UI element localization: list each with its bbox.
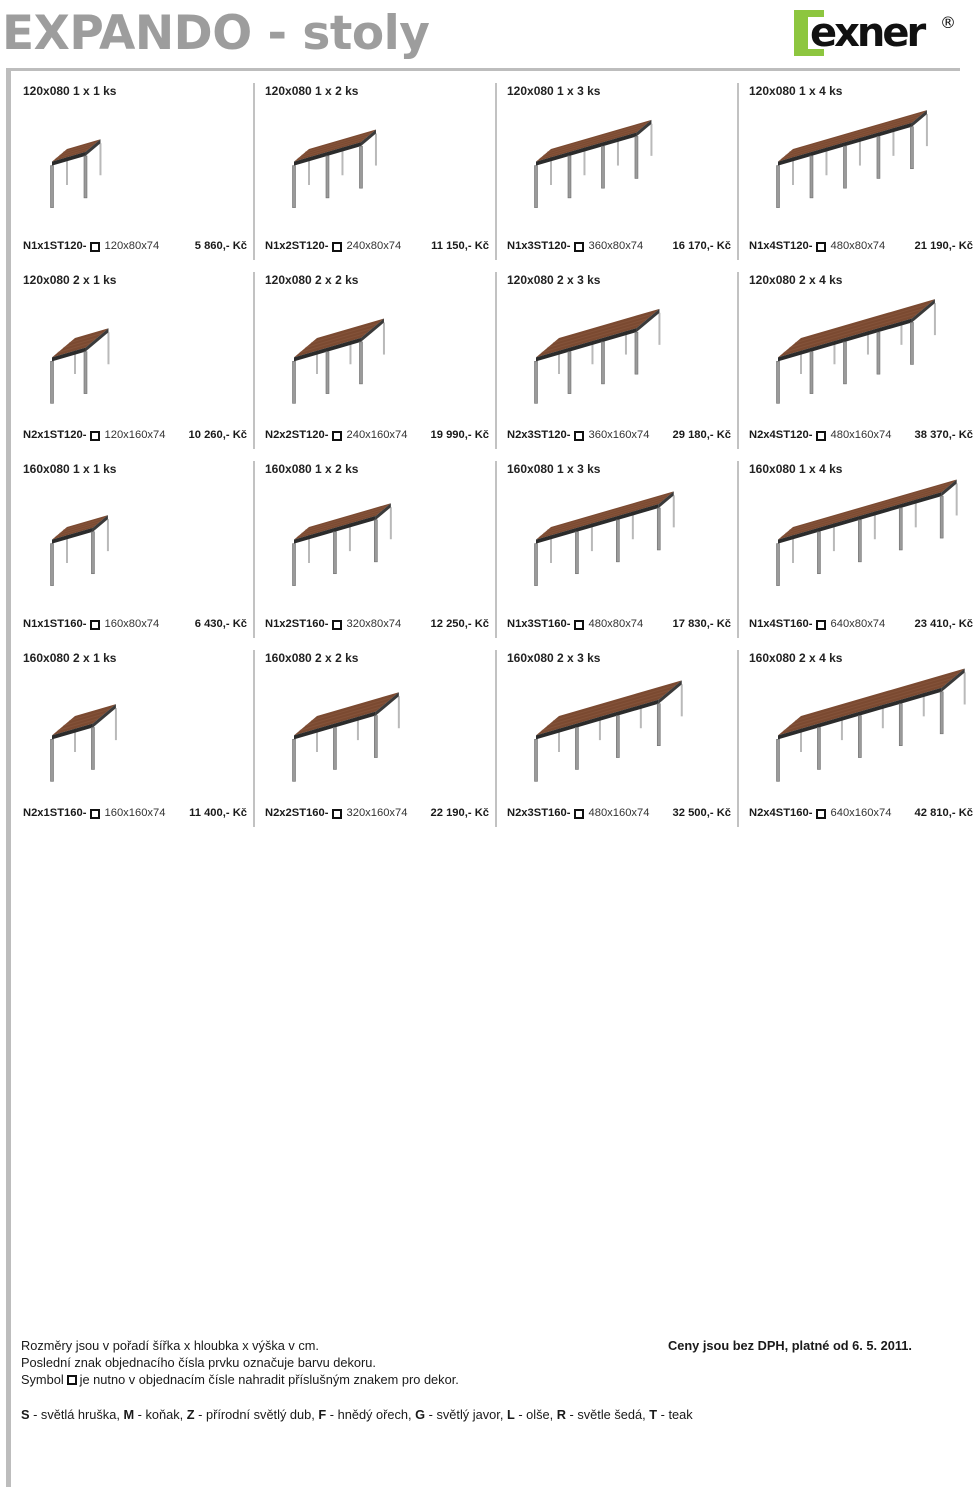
product-dimensions: 640x80x74 xyxy=(830,618,886,630)
placeholder-square-icon xyxy=(816,431,826,441)
table-front-leg xyxy=(535,739,538,781)
order-code: N1x3ST160- xyxy=(507,618,571,630)
placeholder-square-icon xyxy=(332,809,342,819)
decor-name: světlý javor xyxy=(436,1407,500,1422)
product-config-title: 160x080 1 x 3 ks xyxy=(507,462,601,476)
table-front-leg xyxy=(810,352,813,394)
product-price: 11 400,- Kč xyxy=(189,807,247,819)
decor-key: Z xyxy=(186,1407,195,1422)
product-price: 19 990,- Kč xyxy=(430,429,489,441)
table-front-leg xyxy=(568,156,571,198)
product-spec-line xyxy=(265,807,493,821)
order-code: N2x1ST160- xyxy=(23,807,87,819)
placeholder-square-icon xyxy=(90,620,100,630)
product-price: 29 180,- Kč xyxy=(672,429,731,441)
wood-grain xyxy=(786,486,950,534)
product-dimensions: 240x160x74 xyxy=(346,429,408,441)
table-front-leg xyxy=(635,136,638,178)
product-config-title: 120x080 2 x 4 ks xyxy=(749,273,843,287)
table-front-leg xyxy=(84,156,87,198)
wood-grain xyxy=(542,695,665,731)
table-front-leg xyxy=(899,704,902,746)
order-code: N2x4ST120- xyxy=(749,429,813,441)
order-code: N1x4ST120- xyxy=(749,240,813,252)
table-front-leg xyxy=(293,166,296,208)
placeholder-square-icon xyxy=(332,242,342,252)
product-config-title: 160x080 2 x 2 ks xyxy=(265,651,359,665)
table-front-leg xyxy=(910,127,913,169)
table-illustration xyxy=(777,299,935,403)
table-illustration xyxy=(51,139,101,207)
table-front-leg xyxy=(777,361,780,403)
product-image xyxy=(21,109,251,227)
product-image xyxy=(505,298,735,416)
table-illustration xyxy=(51,328,109,403)
product-cell xyxy=(253,638,495,827)
product-cell xyxy=(495,449,737,638)
product-cell xyxy=(737,71,979,260)
wood-grain xyxy=(547,123,647,152)
product-price: 42 810,- Kč xyxy=(914,807,973,819)
product-price: 32 500,- Kč xyxy=(672,807,731,819)
product-cell xyxy=(737,449,979,638)
product-image xyxy=(747,676,977,794)
footer-note-symbol xyxy=(21,1372,459,1387)
table-illustration xyxy=(535,120,652,208)
product-spec-line xyxy=(265,429,493,443)
table-front-leg xyxy=(877,332,880,374)
decor-key: M xyxy=(123,1407,135,1422)
order-code: N2x3ST120- xyxy=(507,429,571,441)
wood-grain xyxy=(795,673,959,721)
placeholder-square-icon xyxy=(67,1375,77,1385)
table-front-leg xyxy=(858,520,861,562)
wood-grain xyxy=(784,314,918,353)
cell-divider xyxy=(253,461,255,638)
table-front-leg xyxy=(843,146,846,188)
logo-registered-mark: ® xyxy=(940,13,956,32)
price-validity-note: Ceny jsou bez DPH, platné od 6. 5. 2011. xyxy=(668,1338,912,1353)
table-front-leg xyxy=(374,520,377,562)
product-price: 38 370,- Kč xyxy=(914,429,973,441)
product-image xyxy=(21,487,251,605)
page-title: EXPANDO - stoly xyxy=(2,6,430,61)
decor-key: R xyxy=(556,1407,566,1422)
product-image xyxy=(263,298,493,416)
table-front-leg xyxy=(810,156,813,198)
product-image xyxy=(263,109,493,227)
product-cell xyxy=(11,260,253,449)
product-image xyxy=(263,487,493,605)
table-front-leg xyxy=(858,716,861,758)
product-price: 22 190,- Kč xyxy=(430,807,489,819)
product-dimensions: 360x80x74 xyxy=(588,240,644,252)
product-dimensions: 360x160x74 xyxy=(588,429,650,441)
table-front-leg xyxy=(333,532,336,574)
table-front-leg xyxy=(777,739,780,781)
product-dimensions: 160x80x74 xyxy=(104,618,160,630)
table-front-leg xyxy=(575,727,578,769)
product-price: 17 830,- Kč xyxy=(672,618,731,630)
decor-name: hnědý ořech xyxy=(337,1407,409,1422)
table-front-leg xyxy=(899,508,902,550)
table-front-leg xyxy=(535,361,538,403)
table-front-leg xyxy=(940,496,943,538)
decor-legend xyxy=(21,1407,693,1422)
placeholder-square-icon xyxy=(574,431,584,441)
product-config-title: 160x080 2 x 4 ks xyxy=(749,651,843,665)
product-price: 12 250,- Kč xyxy=(430,618,489,630)
product-dimensions: 120x80x74 xyxy=(104,240,160,252)
product-spec-line xyxy=(749,429,977,443)
wood-grain xyxy=(786,116,920,155)
table-front-leg xyxy=(535,544,538,586)
table-illustration xyxy=(777,479,957,585)
product-price: 23 410,- Kč xyxy=(914,618,973,630)
product-cell xyxy=(737,638,979,827)
table-front-leg xyxy=(635,332,638,374)
table-front-leg xyxy=(657,704,660,746)
placeholder-square-icon xyxy=(816,809,826,819)
table-front-leg xyxy=(374,716,377,758)
cell-divider xyxy=(737,461,739,638)
product-spec-line xyxy=(749,618,977,632)
product-config-title: 160x080 1 x 2 ks xyxy=(265,462,359,476)
product-spec-line xyxy=(265,618,493,632)
order-code: N2x4ST160- xyxy=(749,807,813,819)
product-dimensions: 640x160x74 xyxy=(830,807,892,819)
order-code: N1x4ST160- xyxy=(749,618,813,630)
product-spec-line xyxy=(749,240,977,254)
wood-grain xyxy=(795,304,929,343)
table-illustration xyxy=(777,668,965,781)
table-front-leg xyxy=(601,146,604,188)
product-price: 16 170,- Kč xyxy=(672,240,731,252)
decor-key: L xyxy=(506,1407,515,1422)
table-front-leg xyxy=(777,166,780,208)
table-front-leg xyxy=(359,146,362,188)
order-code: N2x2ST120- xyxy=(265,429,329,441)
wood-grain xyxy=(544,498,667,534)
product-image xyxy=(505,487,735,605)
table-front-leg xyxy=(91,532,94,574)
product-price: 21 190,- Kč xyxy=(914,240,973,252)
table-illustration xyxy=(293,692,399,781)
table-front-leg xyxy=(616,520,619,562)
wood-grain xyxy=(547,495,670,531)
table-illustration xyxy=(293,130,376,208)
placeholder-square-icon xyxy=(332,620,342,630)
product-image xyxy=(21,676,251,794)
product-cell xyxy=(11,638,253,827)
product-config-title: 120x080 2 x 2 ks xyxy=(265,273,359,287)
product-price: 10 260,- Kč xyxy=(188,429,247,441)
table-front-leg xyxy=(326,156,329,198)
product-dimensions: 160x160x74 xyxy=(104,807,166,819)
decor-item: R - světle šedá, xyxy=(556,1407,650,1422)
product-cell xyxy=(495,71,737,260)
decor-item: S - světlá hruška, xyxy=(21,1407,124,1422)
footer-note-decor-code: Poslední znak objednacího čísla prvku označuje barvu dekoru. xyxy=(21,1355,376,1370)
order-code: N1x1ST160- xyxy=(23,618,87,630)
footer-note-symbol-before: Symbol xyxy=(21,1372,64,1387)
product-config-title: 120x080 1 x 2 ks xyxy=(265,84,359,98)
decor-name: olše xyxy=(526,1407,550,1422)
cell-divider xyxy=(737,272,739,449)
product-dimensions: 480x160x74 xyxy=(830,429,892,441)
decor-name: přírodní světlý dub xyxy=(205,1407,312,1422)
table-front-leg xyxy=(293,544,296,586)
placeholder-square-icon xyxy=(574,242,584,252)
table-illustration xyxy=(535,491,674,585)
product-cell xyxy=(253,449,495,638)
wood-grain xyxy=(782,120,916,159)
cell-divider xyxy=(495,272,497,449)
wood-grain xyxy=(540,501,663,537)
cell-divider xyxy=(737,83,739,260)
product-row xyxy=(11,638,973,827)
decor-item: F - hnědý ořech, xyxy=(318,1407,416,1422)
placeholder-square-icon xyxy=(574,620,584,630)
product-dimensions: 480x80x74 xyxy=(588,618,644,630)
product-spec-line xyxy=(23,240,251,254)
table-front-leg xyxy=(91,727,94,769)
product-config-title: 160x080 2 x 1 ks xyxy=(23,651,117,665)
table-front-leg xyxy=(616,716,619,758)
product-image xyxy=(505,109,735,227)
table-front-leg xyxy=(535,166,538,208)
product-row xyxy=(11,71,973,260)
table-illustration xyxy=(777,110,927,207)
decor-name: teak xyxy=(668,1407,693,1422)
product-price: 5 860,- Kč xyxy=(194,240,247,252)
table-illustration xyxy=(51,515,108,585)
product-row xyxy=(11,449,973,638)
order-code: N1x2ST120- xyxy=(265,240,329,252)
table-front-leg xyxy=(575,532,578,574)
table-front-leg xyxy=(817,727,820,769)
cell-divider xyxy=(495,461,497,638)
product-image xyxy=(747,487,977,605)
product-dimensions: 480x80x74 xyxy=(830,240,886,252)
cell-divider xyxy=(253,83,255,260)
decor-key: F xyxy=(318,1407,327,1422)
product-grid xyxy=(11,71,973,827)
wood-grain xyxy=(298,139,365,158)
wood-grain xyxy=(548,690,671,726)
product-dimensions: 480x160x74 xyxy=(588,807,650,819)
table-front-leg xyxy=(940,692,943,734)
product-config-title: 160x080 1 x 1 ks xyxy=(23,462,117,476)
footer-note-dimensions: Rozměry jsou v pořadí šířka x hloubka x výška v cm. xyxy=(21,1338,319,1353)
wood-grain xyxy=(790,309,924,348)
table-illustration xyxy=(293,319,384,404)
wood-grain xyxy=(790,678,954,726)
cell-divider xyxy=(495,83,497,260)
product-config-title: 120x080 1 x 4 ks xyxy=(749,84,843,98)
product-spec-line xyxy=(265,240,493,254)
table-front-leg xyxy=(51,166,54,208)
product-image xyxy=(263,676,493,794)
wood-grain xyxy=(540,129,640,158)
table-front-leg xyxy=(657,508,660,550)
decor-key: T xyxy=(649,1407,658,1422)
product-config-title: 160x080 1 x 4 ks xyxy=(749,462,843,476)
product-image xyxy=(747,109,977,227)
wood-grain xyxy=(298,513,380,537)
decor-key: S xyxy=(21,1407,30,1422)
product-dimensions: 320x160x74 xyxy=(346,807,408,819)
product-config-title: 120x080 2 x 3 ks xyxy=(507,273,601,287)
order-code: N2x3ST160- xyxy=(507,807,571,819)
table-front-leg xyxy=(333,727,336,769)
table-front-leg xyxy=(293,739,296,781)
wood-grain xyxy=(544,126,644,155)
table-illustration xyxy=(51,704,116,781)
decor-item: G - světlý javor, xyxy=(415,1407,507,1422)
decor-name: světle šedá xyxy=(577,1407,643,1422)
product-cell xyxy=(253,71,495,260)
product-spec-line xyxy=(507,807,735,821)
table-front-leg xyxy=(910,322,913,364)
order-code: N1x1ST120- xyxy=(23,240,87,252)
table-front-leg xyxy=(568,352,571,394)
order-code: N2x2ST160- xyxy=(265,807,329,819)
placeholder-square-icon xyxy=(90,431,100,441)
placeholder-square-icon xyxy=(816,620,826,630)
product-cell xyxy=(11,449,253,638)
table-front-leg xyxy=(877,136,880,178)
product-cell xyxy=(495,260,737,449)
table-front-leg xyxy=(777,544,780,586)
table-front-leg xyxy=(817,532,820,574)
decor-item: M - koňak, xyxy=(123,1407,187,1422)
placeholder-square-icon xyxy=(90,809,100,819)
wood-grain xyxy=(789,483,953,531)
decor-item: L - olše, xyxy=(506,1407,557,1422)
product-image xyxy=(505,676,735,794)
product-spec-line xyxy=(23,618,251,632)
table-front-leg xyxy=(293,361,296,403)
product-config-title: 120x080 2 x 1 ks xyxy=(23,273,117,287)
table-front-leg xyxy=(51,544,54,586)
table-illustration xyxy=(535,309,660,403)
table-front-leg xyxy=(51,361,54,403)
order-code: N2x1ST120- xyxy=(23,429,87,441)
wood-grain xyxy=(789,113,923,152)
wood-grain xyxy=(302,510,384,534)
decor-name: koňak xyxy=(145,1407,180,1422)
decor-key: G xyxy=(415,1407,426,1422)
product-row xyxy=(11,260,973,449)
product-spec-line xyxy=(23,429,251,443)
table-front-leg xyxy=(51,739,54,781)
table-front-leg xyxy=(326,352,329,394)
product-config-title: 120x080 1 x 3 ks xyxy=(507,84,601,98)
product-cell xyxy=(11,71,253,260)
product-config-title: 160x080 2 x 3 ks xyxy=(507,651,601,665)
product-config-title: 120x080 1 x 1 ks xyxy=(23,84,117,98)
exner-logo xyxy=(790,6,960,62)
product-spec-line xyxy=(23,807,251,821)
placeholder-square-icon xyxy=(90,242,100,252)
product-spec-line xyxy=(507,618,735,632)
product-cell xyxy=(495,638,737,827)
placeholder-square-icon xyxy=(574,809,584,819)
cell-divider xyxy=(253,650,255,827)
table-edge xyxy=(536,504,659,544)
order-code: N1x3ST120- xyxy=(507,240,571,252)
product-dimensions: 320x80x74 xyxy=(346,618,402,630)
decor-item: Z - přírodní světlý dub, xyxy=(186,1407,319,1422)
product-dimensions: 120x160x74 xyxy=(104,429,166,441)
cell-divider xyxy=(495,650,497,827)
decor-item: T - teak xyxy=(649,1407,693,1422)
product-image xyxy=(21,298,251,416)
product-spec-line xyxy=(507,240,735,254)
decor-name: světlá hruška xyxy=(40,1407,117,1422)
product-spec-line xyxy=(507,429,735,443)
product-price: 6 430,- Kč xyxy=(194,618,247,630)
table-front-leg xyxy=(843,342,846,384)
placeholder-square-icon xyxy=(332,431,342,441)
placeholder-square-icon xyxy=(816,242,826,252)
product-cell xyxy=(253,260,495,449)
cell-divider xyxy=(737,650,739,827)
table-front-leg xyxy=(84,352,87,394)
table-illustration xyxy=(293,503,391,585)
product-dimensions: 240x80x74 xyxy=(346,240,402,252)
product-price: 11 150,- Kč xyxy=(431,240,489,252)
product-spec-line xyxy=(749,807,977,821)
order-code: N1x2ST160- xyxy=(265,618,329,630)
logo-wordmark: exner xyxy=(810,10,924,56)
table-front-leg xyxy=(359,342,362,384)
footer-note-symbol-after: je nutno v objednacím čísle nahradit příslušným znakem pro dekor. xyxy=(79,1372,459,1387)
cell-divider xyxy=(253,272,255,449)
table-front-leg xyxy=(601,342,604,384)
product-cell xyxy=(737,260,979,449)
table-illustration xyxy=(535,680,682,781)
product-image xyxy=(747,298,977,416)
wood-grain xyxy=(782,489,946,537)
